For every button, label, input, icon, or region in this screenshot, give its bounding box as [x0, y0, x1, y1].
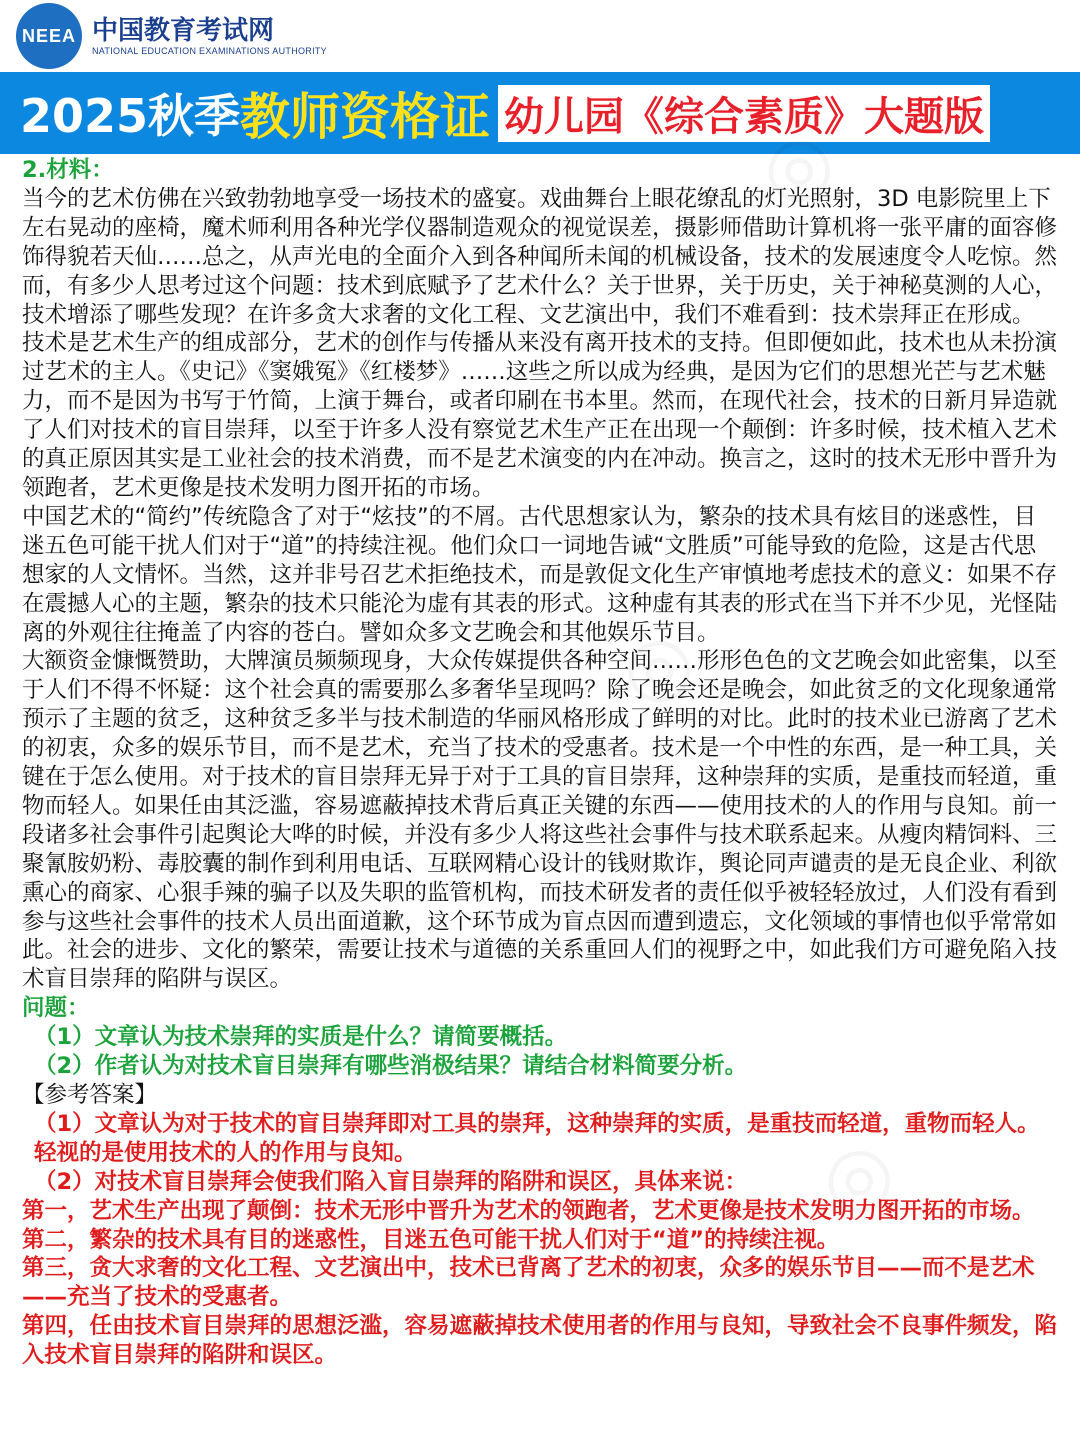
material-title: 2.材料： [22, 157, 114, 183]
answer-point: 第四，任由技术盲目崇拜的思想泛滥，容易遮蔽掉技术使用者的作用与良知，导致社会不良事件频发，陷入技术盲目崇拜的陷阱和误区。 [22, 1313, 1058, 1369]
banner-season: 2025秋季 [20, 89, 241, 143]
answer-1: （1）文章认为对于技术的盲目崇拜即对工具的崇拜，这种崇拜的实质，是重技而轻道，重物而轻人。轻视的是使用技术的人的作用与良知。 [34, 1110, 1040, 1166]
neea-logo [16, 3, 82, 69]
answer-title: 【参考答案】 [22, 1082, 158, 1108]
material-paragraph: 技术是艺术生产的组成部分，艺术的创作与传播从来没有离开技术的支持。但即便如此，技术也从未扮演过艺术的主人。《史记》《窦娥冤》《红楼梦》……这些之所以成为经典，是因为它们的思想光芒与艺术魅力，而不是因为书写于竹简，上演于舞台，或者印刷在书本里。然而，在现代社会，技术的日新月异造就了人们对技术的盲目崇拜，以至于许多人没有察觉艺术生产正在出现一个颠倒：许多时候，技术植入艺术的真正原因其实是工业社会的技术消费，而不是艺术演变的内在冲动。换言之，这时的技术无形中晋升为领跑者，艺术更像是技术发明力图开拓的市场。 [22, 330, 1058, 501]
content-body [0, 154, 1080, 1370]
answer-2-intro: （2）对技术盲目崇拜会使我们陷入盲目崇拜的陷阱和误区，具体来说： [34, 1168, 748, 1195]
banner-exam: 教师资格证 [240, 88, 491, 146]
site-name-cn: 中国教育考试网 [92, 16, 275, 46]
material-paragraph: 中国艺术的“简约”传统隐含了对于“炫技”的不屑。古代思想家认为，繁杂的技术具有炫目的迷惑性，目迷五色可能干扰人们对于“道”的持续注视。他们众口一词地告诫“文胜质”可能导致的危险，这是古代思想家的人文情怀。当然，这并非号召艺术拒绝技术，而是敦促文化生产审慎地考虑技术的意义：如果不存在震撼人心的主题，繁杂的技术只能沦为虚有其表的形式。这种虚有其表的形式在当下并不少见，光怪陆离的外观往往掩盖了内容的苍白。譬如众多文艺晚会和其他娱乐节目。 [22, 503, 1058, 646]
title-banner [0, 72, 1080, 154]
answer-point: 第三，贪大求奢的文化工程、文艺演出中，技术已背离了艺术的初衷，众多的娱乐节目——而不是艺术——充当了技术的受惠者。 [22, 1255, 1035, 1311]
site-name-en: NATIONAL EDUCATION EXAMINATIONS AUTHORITY [92, 46, 327, 56]
question-item: （1）文章认为技术崇拜的实质是什么？请简要概括。 [34, 1024, 568, 1051]
site-header [0, 0, 1080, 72]
answer-point: 第二，繁杂的技术具有目的迷惑性，目迷五色可能干扰人们对于“道”的持续注视。 [22, 1226, 840, 1253]
questions-title: 问题： [22, 995, 90, 1022]
banner-subject: 幼儿园《综合素质》大题版 [498, 85, 990, 142]
material-paragraph: 大额资金慷慨赞助，大牌演员频频现身，大众传媒提供各种空间……形形色色的文艺晚会如此密集，以至于人们不得不怀疑：这个社会真的需要那么多奢华呈现吗？除了晚会还是晚会，如此贫乏的文化现象通常预示了主题的贫乏，这种贫乏多半与技术制造的华丽风格形成了鲜明的对比。此时的技术业已游离了艺术的初衷，众多的娱乐节目，而不是艺术，充当了技术的受惠者。技术是一个中性的东西，是一种工具，关键在于怎么使用。对于技术的盲目崇拜无异于对于工具的盲目崇拜，这种崇拜的实质，是重技而轻道，重物而轻人。如果任由其泛滥，容易遮蔽掉技术背后真正关键的东西——使用技术的人的作用与良知。前一段诸多社会事件引起舆论大哗的时候，并没有多少人将这些社会事件与技术联系起来。从瘦肉精饲料、三聚氰胺奶粉、毒胶囊的制作到利用电话、互联网精心设计的钱财欺诈，舆论同声谴责的是无良企业、利欲熏心的商家、心狠手辣的骗子以及失职的监管机构，而技术研发者的责任似乎被轻轻放过，人们没有看到参与这些社会事件的技术人员出面道歉，这个环节成为盲点因而遭到遗忘，文化领域的事情也似乎常常如此。社会的进步、文化的繁荣，需要让技术与道德的关系重回人们的视野之中，如此我们方可避免陷入技术盲目崇拜的陷阱与误区。 [22, 648, 1058, 993]
site-name [92, 16, 327, 56]
answer-point: 第一，艺术生产出现了颠倒：技术无形中晋升为艺术的领跑者，艺术更像是技术发明力图开拓的市场。 [22, 1197, 1035, 1224]
material-paragraph: 当今的艺术仿佛在兴致勃勃地享受一场技术的盛宴。戏曲舞台上眼花缭乱的灯光照射，3D 电影院里上下左右晃动的座椅，魔术师利用各种光学仪器制造观众的视觉误差，摄影师借助计算机将一张平庸的面容修饰得貌若天仙……总之，从声光电的全面介入到各种闻所未闻的机械设备，技术的发展速度令人吃惊。然而，有多少人思考过这个问题：技术到底赋予了艺术什么？关于世界，关于历史，关于神秘莫测的人心，技术增添了哪些发现？在许多贪大求奢的文化工程、文艺演出中，我们不难看到：技术崇拜正在形成。 [22, 185, 1058, 328]
logo-mark: NEEA [21, 25, 76, 46]
question-item: （2）作者认为对技术盲目崇拜有哪些消极结果？请结合材料简要分析。 [34, 1053, 748, 1080]
